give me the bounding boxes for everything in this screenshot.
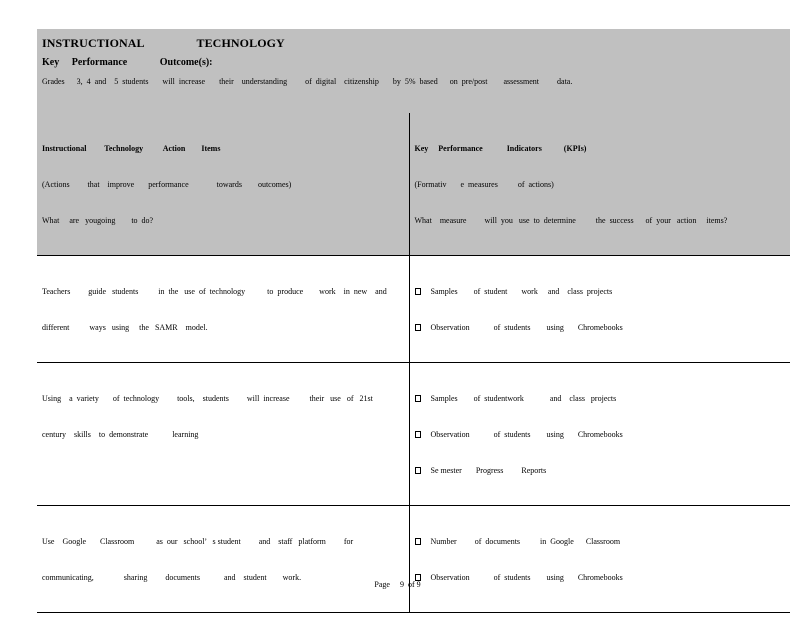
action-items-table: [37, 113, 790, 613]
list-item: [415, 286, 786, 298]
table-row: [37, 363, 790, 506]
kpi-cell: [409, 506, 790, 613]
action-item-line: Teachers guide students in the use of technology to produce work in new and: [42, 287, 387, 296]
table-row: [37, 256, 790, 363]
kpi-header-desc: (Formativ e measures of actions): [414, 180, 554, 189]
action-item-line: Use Google Classroom as our school’ s student and staff platform for: [42, 537, 354, 546]
action-item-line: communicating, sharing documents and student work.: [42, 573, 302, 582]
kpi-text: Se mester Progress Reports: [430, 466, 547, 475]
outcome-header-band: [37, 29, 790, 114]
checkbox-bullet-icon: [415, 395, 421, 402]
kpi-text: Samples of studentwork and class projects: [430, 394, 617, 403]
action-items-header-desc: (Actions that improve performance towards outcomes): [42, 180, 292, 189]
checkbox-bullet-icon: [415, 467, 421, 474]
list-item: [415, 536, 786, 548]
section-title: INSTRUCTIONAL TECHNOLOGY: [42, 36, 285, 50]
list-item: [415, 465, 786, 477]
action-items-header-question: What are yougoing to do?: [42, 216, 154, 225]
list-item: [415, 393, 786, 405]
action-items-header-title: Instructional Technology Action Items: [42, 144, 221, 153]
key-performance-outcomes-label: Key Performance Outcome(s):: [42, 57, 213, 68]
kpi-cell: [409, 256, 790, 363]
kpi-text: Observation of students using Chromebooks: [430, 323, 623, 332]
kpi-text: Observation of students using Chromebooks: [430, 573, 623, 582]
checkbox-bullet-icon: [415, 538, 421, 545]
page-number-text: Page 9 of 9: [374, 580, 421, 589]
table-row: [37, 506, 790, 613]
kpi-header-question: What measure will you use to determine the success of your action items?: [414, 216, 728, 225]
action-item-cell: [37, 256, 409, 363]
outcome-statement: Grades 3, 4 and 5 students will increase their understanding of digital citizenship by 5% based on pre/post assessment data.: [42, 77, 573, 86]
kpi-header-cell: [409, 113, 790, 256]
list-item: [415, 429, 786, 441]
action-item-line: century skills to demonstrate learning: [42, 430, 199, 439]
checkbox-bullet-icon: [415, 288, 421, 295]
kpi-text: Number of documents in Google Classroom: [430, 537, 621, 546]
checkbox-bullet-icon: [415, 431, 421, 438]
table-header-row: [37, 113, 790, 256]
action-item-cell: [37, 363, 409, 506]
action-item-line: different ways using the SAMR model.: [42, 323, 208, 332]
kpi-header-title: Key Performance Indicators (KPIs): [414, 144, 587, 153]
kpi-text: Samples of student work and class projects: [430, 287, 613, 296]
kpi-cell: [409, 363, 790, 506]
list-item: [415, 322, 786, 334]
action-item-cell: [37, 506, 409, 613]
checkbox-bullet-icon: [415, 324, 421, 331]
action-item-line: Using a variety of technology tools, students will increase their use of 21st: [42, 394, 373, 403]
page-number: [0, 580, 800, 589]
kpi-text: Observation of students using Chromebooks: [430, 430, 623, 439]
action-items-header-cell: [37, 113, 409, 256]
